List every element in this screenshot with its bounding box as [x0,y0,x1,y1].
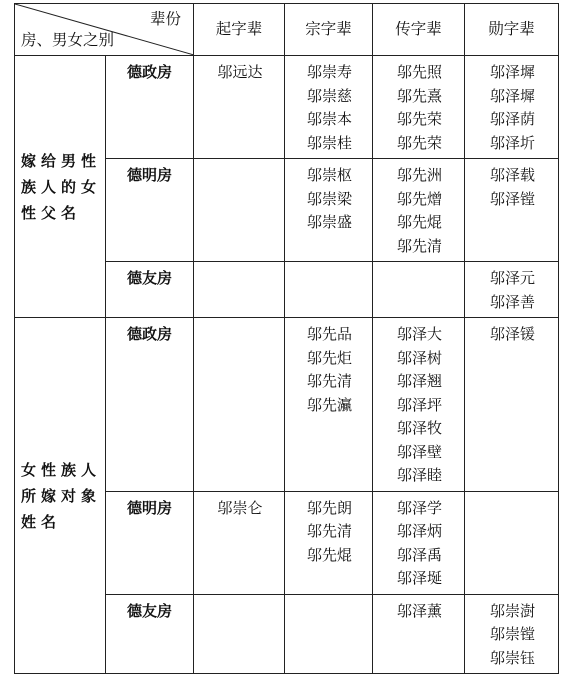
person-name: 邬崇盛 [306,213,352,231]
person-name: 邬泽墀 [489,86,535,105]
person-name: 邬崇钰 [489,648,535,667]
person-name: 邬泽圻 [489,133,535,152]
person-name: 邬崇桂 [306,133,352,152]
person-name: 邬崇仑 [217,498,263,517]
person-name: 邬崇慈 [306,86,352,105]
names-cell [285,594,373,674]
names-cell [373,318,465,492]
house-cell: 德政房 [106,56,194,159]
names-cell [373,56,465,159]
names-cell [373,491,465,594]
person-name: 邬崇枢 [306,166,352,184]
person-name: 邬泽埏 [396,569,442,587]
person-name: 邬先清 [396,236,442,255]
person-name: 邬先荣 [396,133,442,152]
names-cell [194,491,285,594]
person-name: 邬先灜 [306,395,352,414]
column-header: 起字辈 [194,4,285,56]
column-header: 宗字辈 [285,4,373,56]
person-name: 邬泽树 [396,348,442,367]
person-name: 邬泽坪 [396,395,442,414]
person-name: 邬崇寿 [306,63,352,81]
names-cell [373,594,465,674]
category-cell: 嫁给男性族人的女性父名 [15,56,106,318]
table-wrapper [14,3,559,674]
names-cell [194,159,285,262]
house-cell: 德友房 [106,594,194,674]
names-cell [285,318,373,492]
person-name: 邬泽锾 [489,325,535,343]
person-name: 邬泽载 [489,166,535,184]
person-name: 邬泽大 [396,325,442,343]
names-cell [465,262,559,318]
person-name: 邬泽元 [489,269,535,287]
corner-branch-label: 房、男女之别 [21,31,115,49]
person-name: 邬先焜 [396,213,442,231]
names-cell [194,318,285,492]
names-cell [285,262,373,318]
names-cell [465,594,559,674]
person-name: 邬泽墀 [489,63,535,81]
names-cell [465,491,559,594]
person-name: 邬泽善 [489,292,535,311]
house-cell: 德明房 [106,491,194,594]
house-cell: 德友房 [106,262,194,318]
person-name: 邬先品 [306,325,352,343]
person-name: 邬泽牧 [396,419,442,437]
person-name: 邬泽翘 [396,372,442,390]
person-name: 邬先照 [396,63,442,81]
person-name: 邬崇澍 [489,601,535,620]
person-name: 邬泽荫 [489,110,535,128]
table-body [15,4,559,674]
names-cell [285,491,373,594]
person-name: 邬先朗 [306,498,352,517]
person-name: 邬先洲 [396,166,442,184]
person-name: 邬先荣 [396,110,442,128]
house-cell: 德明房 [106,159,194,262]
person-name: 邬崇本 [306,110,352,128]
corner-generation-label: 辈份 [149,10,181,28]
names-cell [465,318,559,492]
house-cell: 德政房 [106,318,194,492]
person-name: 邬泽壁 [396,442,442,461]
person-name: 邬泽炳 [396,522,442,540]
person-name: 邬泽镗 [489,189,535,208]
names-cell [285,56,373,159]
names-cell [194,56,285,159]
names-cell [194,262,285,318]
category-cell: 女性族人所嫁对象姓名 [15,318,106,674]
names-cell [373,159,465,262]
column-header: 传字辈 [373,4,465,56]
table-row [15,318,559,492]
person-name: 邬先焜 [306,545,352,564]
person-name: 邬远达 [217,63,263,81]
person-name: 邬先熷 [396,189,442,208]
person-name: 邬先炬 [306,348,352,367]
names-cell [373,262,465,318]
person-name: 邬泽学 [396,498,442,517]
names-cell [465,159,559,262]
header-row [15,4,559,56]
person-name: 邬崇梁 [306,189,352,208]
person-name: 邬先清 [306,522,352,540]
person-name: 邬泽禹 [396,545,442,564]
person-name: 邬泽睦 [396,466,442,484]
generation-table [14,3,559,674]
person-name: 邬先清 [306,372,352,390]
names-cell [285,159,373,262]
person-name: 邬先熹 [396,86,442,105]
table-row [15,56,559,159]
names-cell [194,594,285,674]
names-cell [465,56,559,159]
person-name: 邬泽薰 [396,601,442,620]
corner-header [15,4,194,56]
person-name: 邬崇镗 [489,625,535,643]
column-header: 勋字辈 [465,4,559,56]
